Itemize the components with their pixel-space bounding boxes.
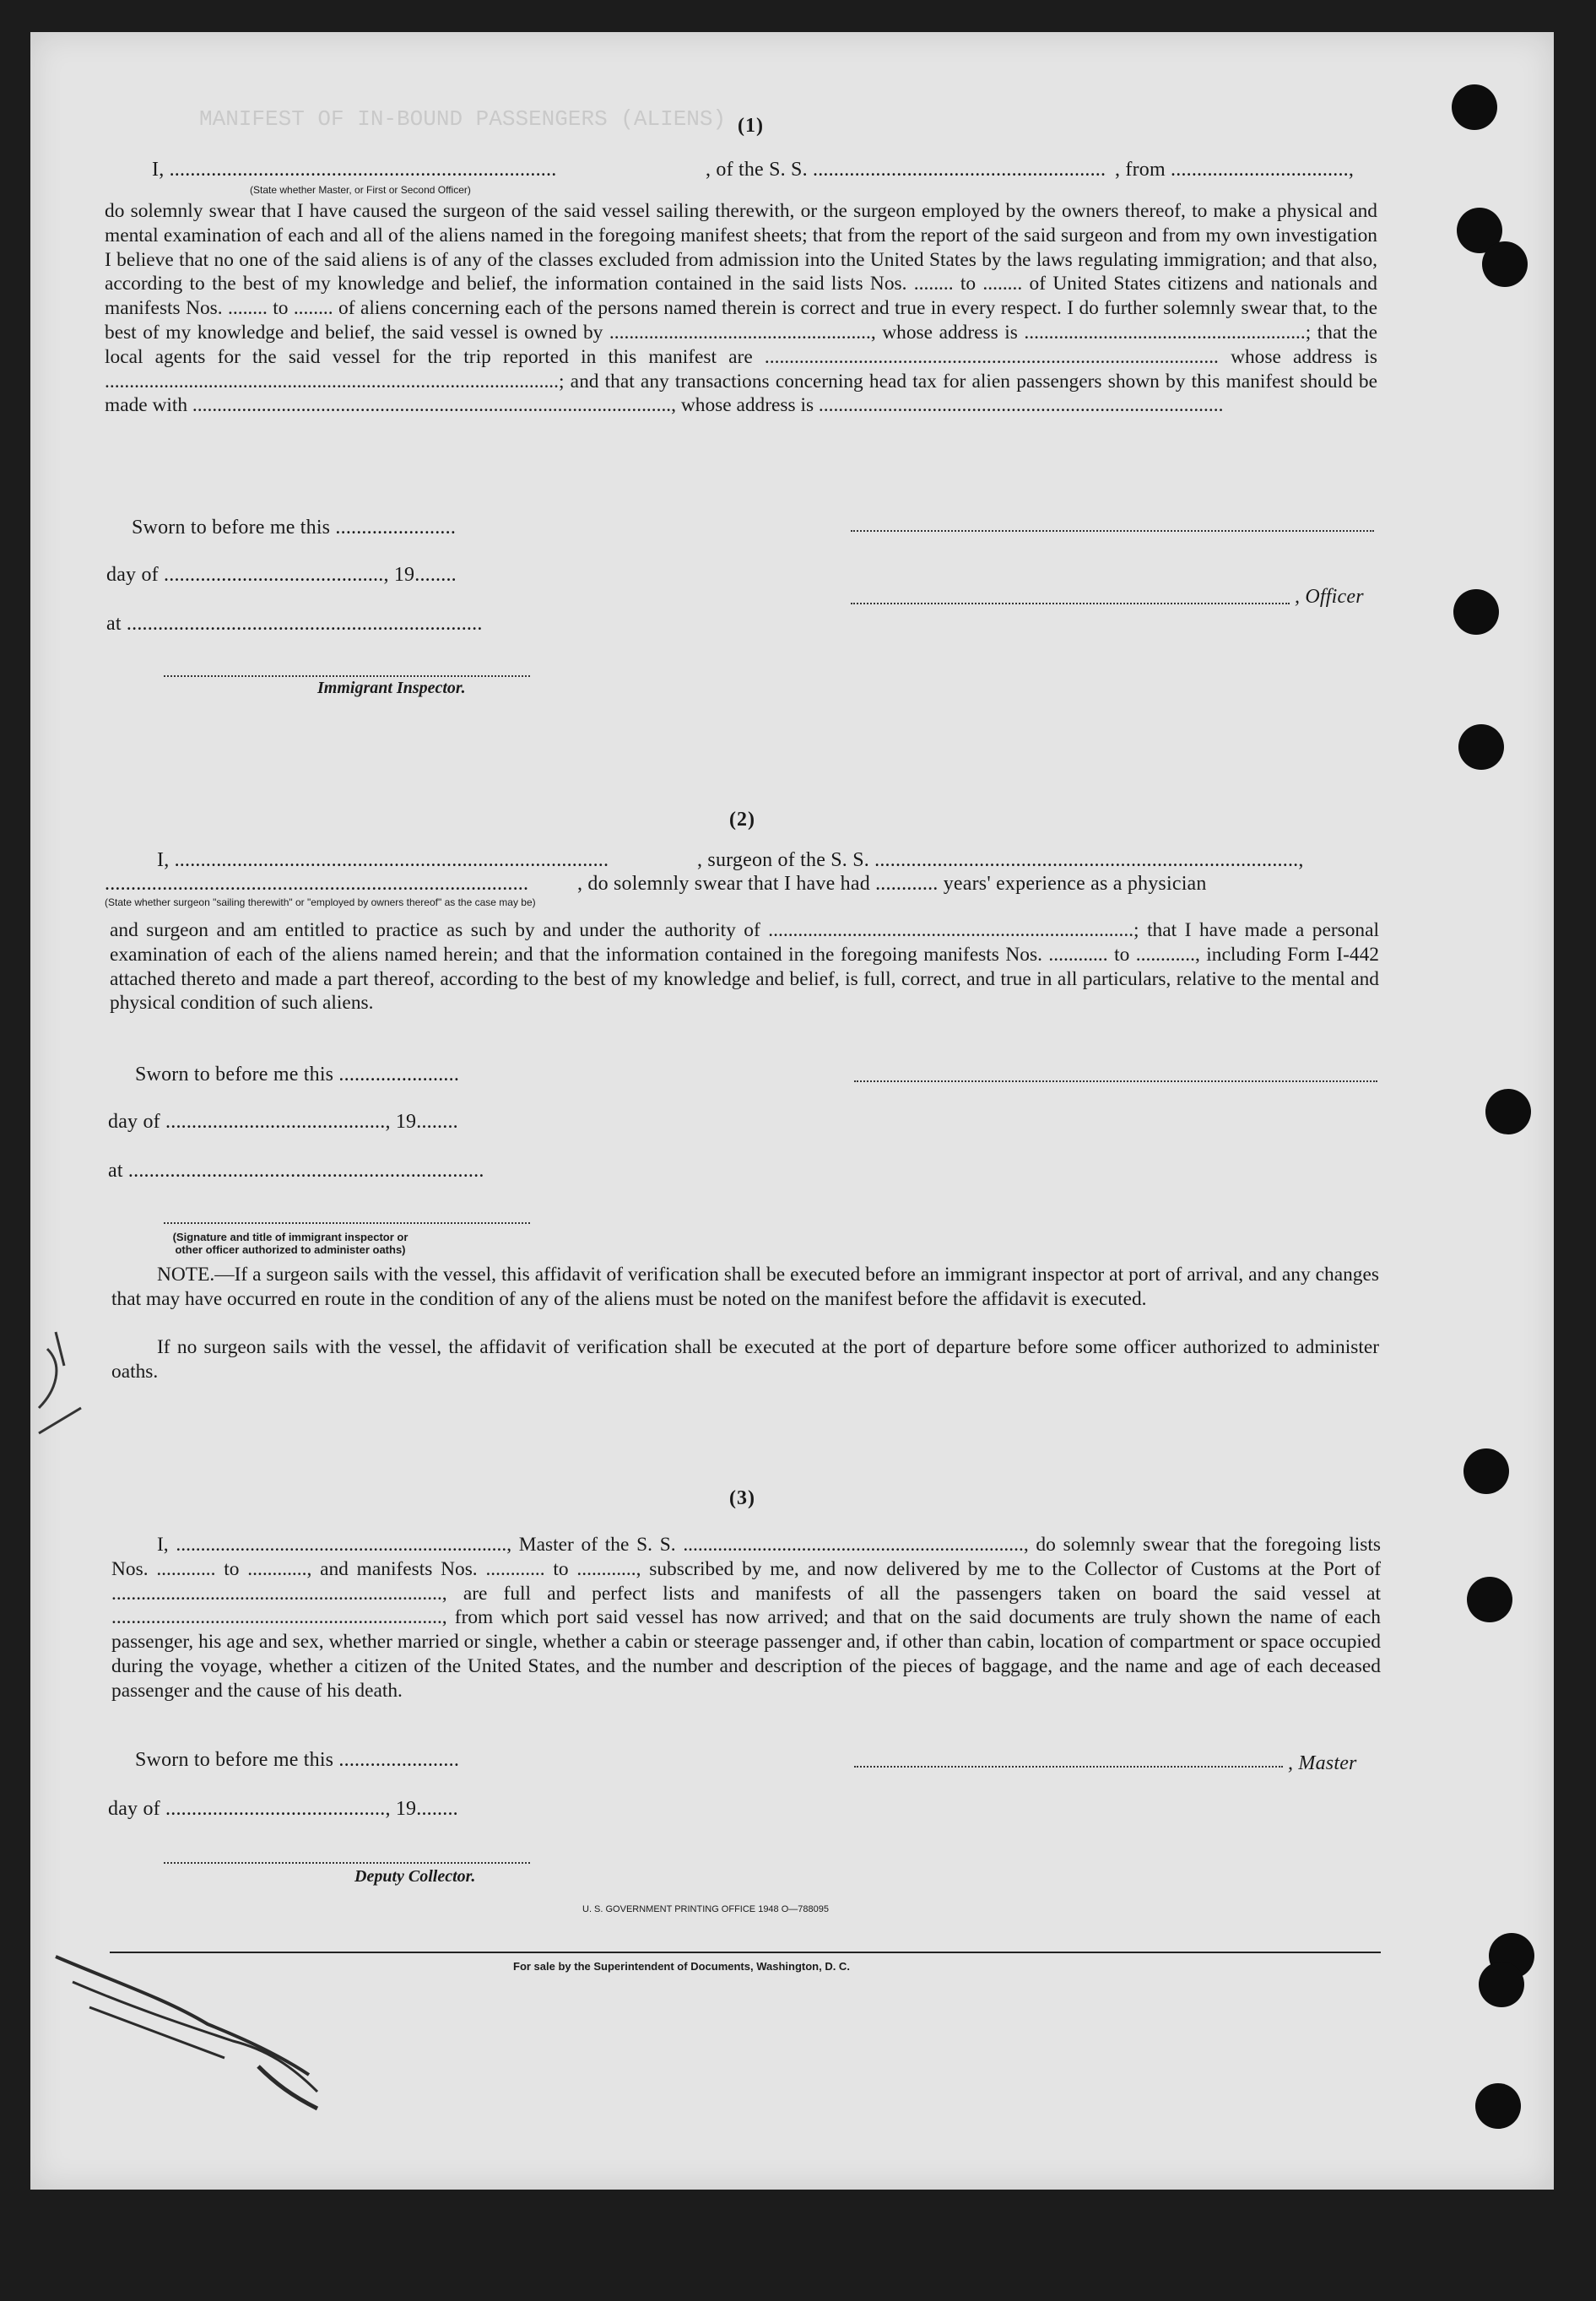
section2-line2-rest: , do solemnly swear that I have had ............ years' experience as a physician <box>577 873 1207 895</box>
section3-deputy-label: Deputy Collector. <box>354 1867 476 1886</box>
lower-left-scribble <box>39 1914 511 2117</box>
binder-hole <box>1452 84 1497 130</box>
section1-officer-label: , Officer <box>1295 586 1364 608</box>
section3-day-of: day of .........................................., 19........ <box>108 1798 458 1820</box>
form-page <box>30 32 1554 2190</box>
section2-note1: NOTE.—If a surgeon sails with the vessel, this affidavit of verification shall be executed before an immigrant inspector at port of arrival, and any changes that may have occurred en route in the condition of any of the aliens must be noted on the manifest before the affidavit is executed. <box>111 1264 1379 1310</box>
binder-hole <box>1479 1962 1524 2007</box>
section1-i-line: I, .......................................................................... <box>152 159 557 181</box>
section3-number: (3) <box>729 1487 755 1509</box>
section1-day-of: day of .........................................., 19........ <box>106 564 457 586</box>
section3-master-label: , Master <box>1288 1752 1357 1774</box>
section1-caption: (State whether Master, or First or Second Officer) <box>250 184 471 196</box>
section3-body: I, ..................................................................., Master of the S. S. ....................................................................., do solemnly swear that the foregoing lists Nos. ............ to ............, and manifests Nos. ............ to ............, subscribed by me, and now delivered by me to the Collector of Customs at the Port of ..................................................................., are full and perfect lists and manifests of all the passengers taken on board the said vessel at ..................................................................., from which port said vessel has now arrived; and that on the said documents are truly shown the name of each passenger, his age and sex, whether married or single, whether a cabin or steerage passenger and, if other than cabin, location of compartment or space occupied during the voyage, whether a citizen of the United States, and the number and description of the pieces of baggage, and the name and age of each deceased passenger and the cause of his death. <box>111 1534 1381 1702</box>
section1-officer-sig-line-top <box>851 530 1374 532</box>
sale-notice: For sale by the Superintendent of Documents, Washington, D. C. <box>513 1960 850 1973</box>
section1-inspector-label: Immigrant Inspector. <box>317 679 466 697</box>
section1-from-line: , from .................................., <box>1115 159 1355 181</box>
section2-i-line: I, ................................................................................... <box>157 849 609 871</box>
section2-at: at .................................................................... <box>108 1160 484 1182</box>
section2-day-of: day of .........................................., 19........ <box>108 1111 458 1133</box>
section1-inspector-sig-line <box>164 675 530 677</box>
section1-ss-line: , of the S. S. ........................................................ <box>706 159 1106 181</box>
section1-officer-sig-line <box>851 603 1290 604</box>
section1-at: at .................................................................... <box>106 613 483 635</box>
section3-master-sig-line <box>854 1766 1283 1768</box>
gpo-imprint: U. S. GOVERNMENT PRINTING OFFICE 1948 O—788095 <box>582 1904 829 1914</box>
section1-number: (1) <box>738 115 764 137</box>
section3-sworn: Sworn to before me this ....................... <box>135 1749 460 1771</box>
section2-surgeon-sig-line <box>854 1080 1377 1082</box>
section2-number: (2) <box>729 809 755 831</box>
section2-caption: (State whether surgeon "sailing therewith" or "employed by owners thereof" as the case may be) <box>105 896 536 908</box>
binder-hole <box>1475 2083 1521 2129</box>
binder-hole <box>1463 1448 1509 1494</box>
section2-note2: If no surgeon sails with the vessel, the affidavit of verification shall be executed at the port of departure before some officer authorized to administer oaths. <box>111 1336 1379 1383</box>
binder-hole <box>1467 1577 1512 1622</box>
binder-hole <box>1453 589 1499 635</box>
section2-ss-line: , surgeon of the S. S. ................................................................................., <box>697 849 1304 871</box>
section1-sworn: Sworn to before me this ....................... <box>132 517 457 539</box>
bleed-through-text: MANIFEST OF IN-BOUND PASSENGERS (ALIENS) <box>199 106 727 132</box>
section3-deputy-sig-line <box>164 1862 530 1864</box>
binder-hole <box>1458 724 1504 770</box>
section2-sig-caption: (Signature and title of immigrant inspector or other officer authorized to administer oaths) <box>172 1231 408 1256</box>
section1-body: do solemnly swear that I have caused the surgeon of the said vessel sailing therewith, or the surgeon employed by the owners thereof, to make a physical and mental examination of each and all of the aliens named in the foregoing manifest sheets; that from the report of the said surgeon and from my own investigation I believe that no one of the said aliens is of any of the classes excluded from admission into the United States by the laws regulating immigration; and that also, according to the best of my knowledge and belief, the information contained in the said lists Nos. ........ to ........ of United States citizens and nationals and manifests Nos. ........ to ........ of aliens concerning each of the persons named therein is correct and true in every respect. I do further solemnly swear that, to the best of my knowledge and belief, the said vessel is owned by ....................................................., whose address is .........................................................; that the local agents for the said vessel for the trip reported in this manifest are ............................................................................................ whose address is ............................................................................................; and that any transactions concerning head tax for alien passengers shown by this manifest should be made with ................................................................................................., whose address is .................................................................................. <box>105 200 1377 417</box>
section2-line2-dots: ................................................................................. <box>105 873 529 895</box>
binder-hole <box>1485 1089 1531 1134</box>
margin-scribble <box>30 1315 537 1720</box>
binder-hole <box>1482 241 1528 287</box>
section2-inspector-sig-line <box>164 1222 530 1224</box>
section2-body: and surgeon and am entitled to practice as such by and under the authority of ..........................................................................; that I have made a personal examination of each of the aliens named herein; and that the information contained in the foregoing manifests Nos. ............ to ............, including Form I-442 attached thereto and made a part thereof, according to the best of my knowledge and belief, is full, correct, and true in all particulars, relative to the mental and physical condition of such aliens. <box>110 919 1379 1015</box>
section2-sworn: Sworn to before me this ....................... <box>135 1064 460 1086</box>
